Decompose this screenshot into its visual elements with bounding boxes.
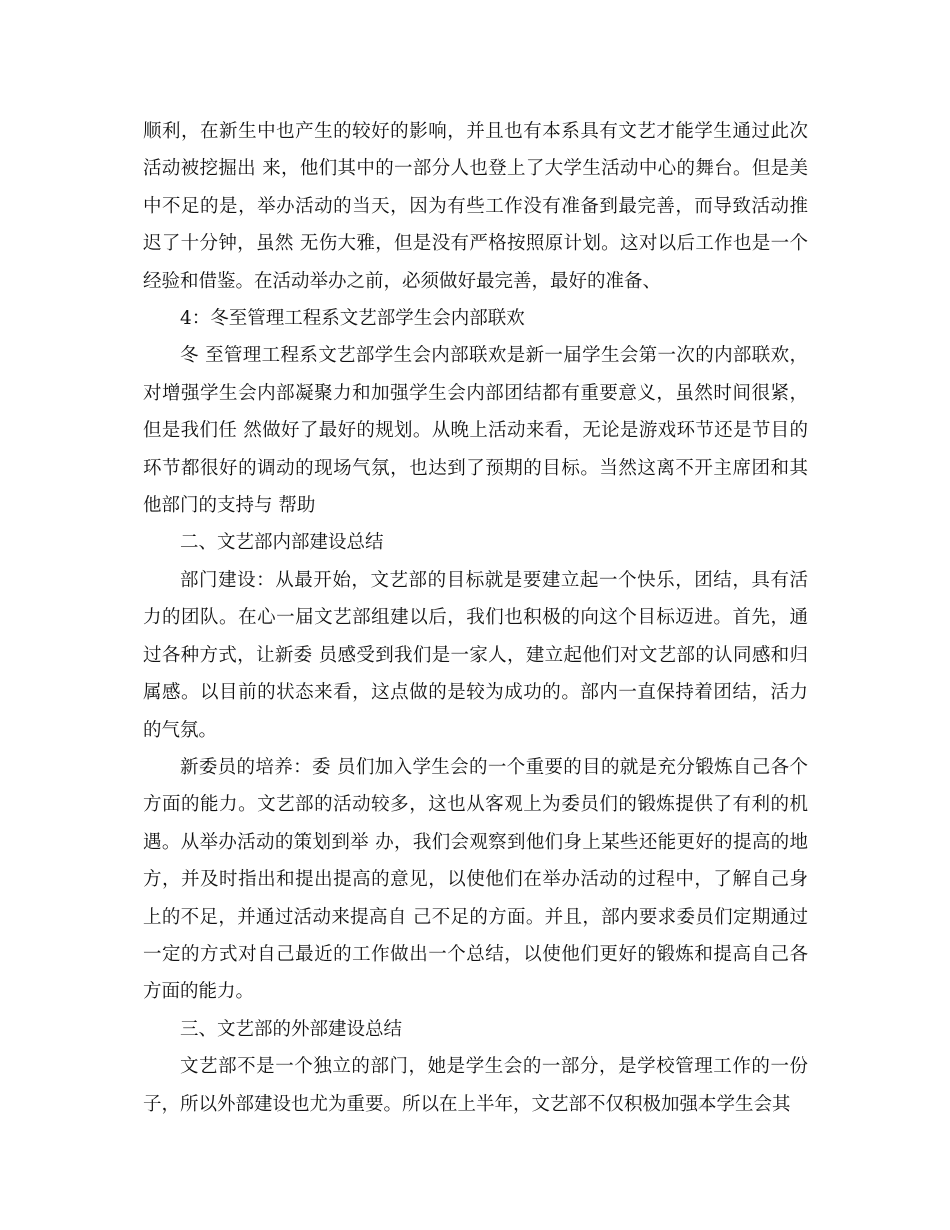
- section-heading-winter-solstice-party: 4：冬至管理工程系文艺部学生会内部联欢: [180, 308, 525, 330]
- paragraph-new-member-training: 新委员的培养：委 员们加入学生会的一个重要的目的就是充分锻炼自己各个方面的能力。文艺部的活动较多，这也从客观上为委员们的锻炼提供了有利的机遇。从举办活动的策划到举 办，我们会观察到他们身上某些还能更好的提高的地方，并及时指出和提出提高的意见，以使他们在举办活动的过程中，了解自己身上的不足，并通过活动来提高自 己不足的方面。并且，部内要求委员们定期通过一定的方式对自己最近的工作做出一个总结，以使他们更好的锻炼和提高自己各方面的能力。: [143, 756, 808, 1003]
- section-heading-external-construction: 三、文艺部的外部建设总结: [180, 1018, 403, 1040]
- paragraph-continuation: 顺利，在新生中也产生的较好的影响，并且也有本系具有文艺才能学生通过此次活动被挖掘出 来，他们其中的一部分人也登上了大学生活动中心的舞台。但是美中不足的是，举办活动的当天，因为有些工作没有准备到最完善，而导致活动推迟了十分钟，虽然 无伤大雅，但是没有严格按照原计划。这对以后工作也是一个经验和借鉴。在活动举办之前，必须做好最完善，最好的准备、: [143, 121, 808, 292]
- paragraph-department-construction: 部门建设：从最开始，文艺部的目标就是要建立起一个快乐，团结，具有活力的团队。在心一届文艺部组建以后，我们也积极的向这个目标迈进。首先，通过各种方式，让新委 员感受到我们是一家人，建立起他们对文艺部的认同感和归属感。以目前的状态来看，这点做的是较为成功的。部内一直保持着团结，活力的气氛。: [143, 569, 808, 741]
- paragraph-winter-solstice-party: 冬 至管理工程系文艺部学生会内部联欢是新一届学生会第一次的内部联欢，对增强学生会内部凝聚力和加强学生会内部团结都有重要意义，虽然时间很紧，但是我们任 然做好了最好的规划。从晚上活动来看，无论是游戏环节还是节目的环节都很好的调动的现场气氛，也达到了预期的目标。当然这离不开主席团和其他部门的支持与 帮助: [143, 345, 808, 517]
- document-body: [143, 113, 808, 1123]
- paragraph-external-construction: 文艺部不是一个独立的部门，她是学生会的一部分，是学校管理工作的一份子，所以外部建设也尤为重要。所以在上半年，文艺部不仅积极加强本学生会其: [143, 1056, 808, 1115]
- section-heading-internal-construction: 二、文艺部内部建设总结: [180, 532, 384, 554]
